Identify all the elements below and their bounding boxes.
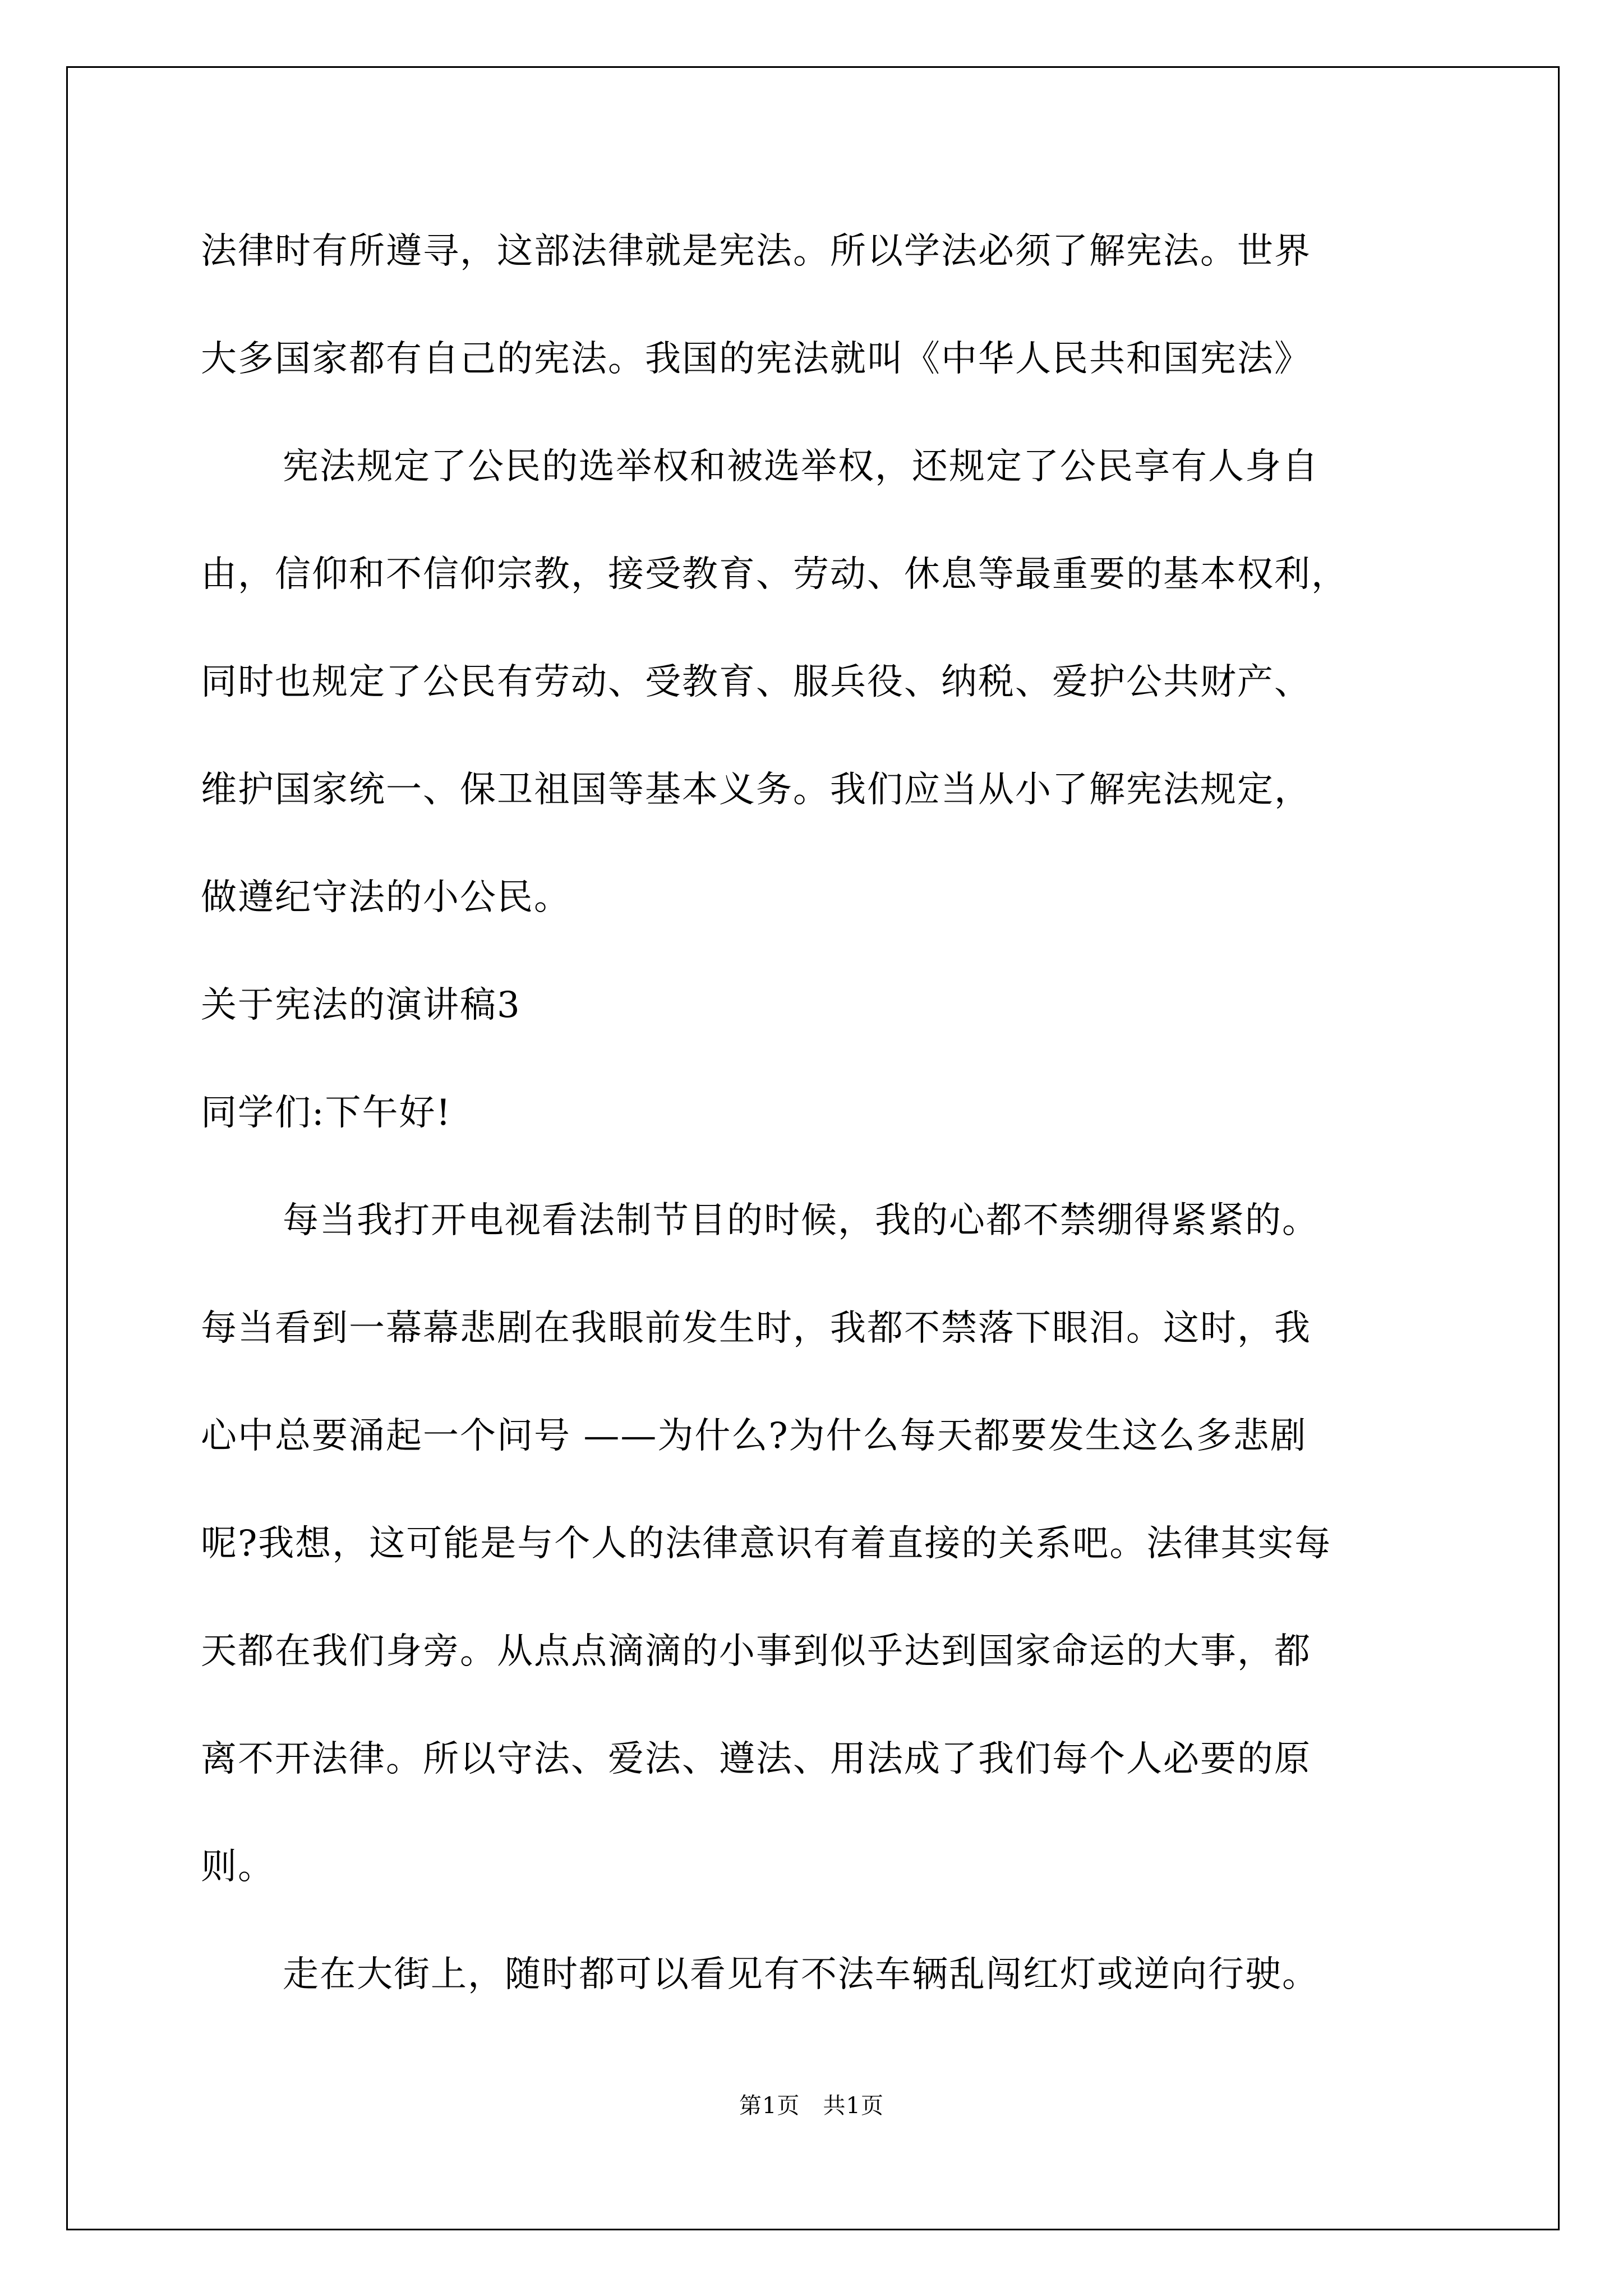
page-number-footer: 第1页 共1页 <box>739 2093 884 2119</box>
text-line: 由，信仰和不信仰宗教，接受教育、劳动、休息等最重要的基本权利， <box>201 554 1348 595</box>
paragraph-start-line: 每当我打开电视看法制节目的时候，我的心都不禁绷得紧紧的。 <box>283 1200 1319 1241</box>
text-line: 大多国家都有自己的宪法。我国的宪法就叫《中华人民共和国宪法》 <box>201 338 1311 380</box>
text-line: 则。 <box>201 1846 275 1888</box>
text-line: 同时也规定了公民有劳动、受教育、服兵役、纳税、爱护公共财产、 <box>201 661 1311 703</box>
text-line: 维护国家统一、保卫祖国等基本义务。我们应当从小了解宪法规定， <box>201 769 1311 811</box>
text-line: 做遵纪守法的小公民。 <box>201 877 571 918</box>
greeting-line: 同学们:下午好! <box>201 1092 452 1134</box>
section-heading: 关于宪法的演讲稿3 <box>201 984 521 1026</box>
paragraph-start-line: 走在大街上，随时都可以看见有不法车辆乱闯红灯或逆向行驶。 <box>283 1954 1319 1995</box>
text-line: 心中总要涌起一个问号 ——为什么?为什么每天都要发生这么多悲剧 <box>201 1415 1307 1457</box>
text-line: 离不开法律。所以守法、爱法、遵法、用法成了我们每个人必要的原 <box>201 1738 1311 1780</box>
text-line: 每当看到一幕幕悲剧在我眼前发生时，我都不禁落下眼泪。这时，我 <box>201 1308 1311 1349</box>
text-line: 呢?我想，这可能是与个人的法律意识有着直接的关系吧。法律其实每 <box>201 1523 1332 1565</box>
text-line: 天都在我们身旁。从点点滴滴的小事到似乎达到国家命运的大事，都 <box>201 1631 1311 1672</box>
paragraph-start-line: 宪法规定了公民的选举权和被选举权，还规定了公民享有人身自 <box>283 446 1319 487</box>
text-line: 法律时有所遵寻，这部法律就是宪法。所以学法必须了解宪法。世界 <box>201 231 1311 272</box>
document-body <box>201 223 1440 2054</box>
